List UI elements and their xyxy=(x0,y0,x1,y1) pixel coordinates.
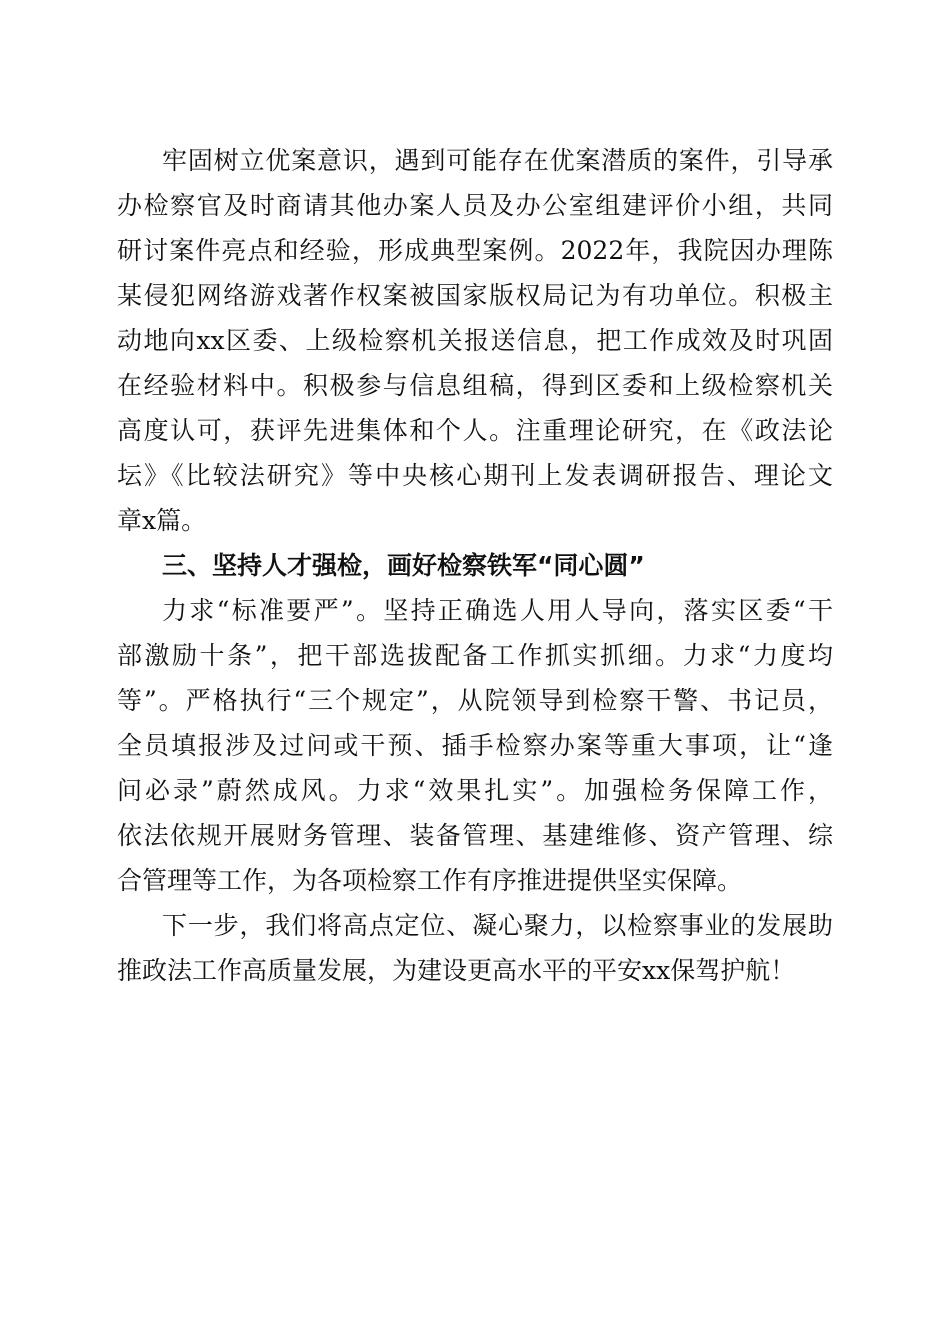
paragraph-talent xyxy=(117,588,833,903)
paragraph-line: 某侵犯网络游戏著作权案被国家版权局记为有功单位。积极主 xyxy=(117,281,833,310)
paragraph-line: 高度认可，获评先进集体和个人。注重理论研究，在《政法论 xyxy=(117,416,833,445)
section-heading: 三、坚持人才强检，画好检察铁军“同心圆” xyxy=(162,551,645,580)
paragraph-line: 在经验材料中。积极参与信息组稿，得到区委和上级检察机关 xyxy=(117,371,833,400)
paragraph-case-awareness xyxy=(117,138,833,543)
paragraph-line: 推政法工作高质量发展，为建设更高水平的平安xx保驾护航！ xyxy=(117,956,796,985)
paragraph-line: 合管理等工作，为各项检察工作有序推进提供坚实保障。 xyxy=(117,866,743,895)
paragraph-line: 全员填报涉及过问或干预、插手检察办案等重大事项，让“逢 xyxy=(117,731,833,760)
paragraph-line: 坛》《比较法研究》等中央核心期刊上发表调研报告、理论文 xyxy=(117,461,833,490)
paragraph-line: 研讨案件亮点和经验，形成典型案例。2022年，我院因办理陈 xyxy=(117,236,833,265)
paragraph-line: 办检察官及时商请其他办案人员及办公室组建评价小组，共同 xyxy=(117,191,833,220)
paragraph-line: 章x篇。 xyxy=(117,506,207,535)
document-body xyxy=(117,138,833,993)
paragraph-next-steps xyxy=(117,903,833,993)
paragraph-line: 部激励十条”，把干部选拔配备工作抓实抓细。力求“力度均 xyxy=(117,641,833,670)
paragraph-line: 力求“标准要严”。坚持正确选人用人导向，落实区委“干 xyxy=(162,596,833,625)
paragraph-line: 依法依规开展财务管理、装备管理、基建维修、资产管理、综 xyxy=(117,821,833,850)
paragraph-line: 动地向xx区委、上级检察机关报送信息，把工作成效及时巩固 xyxy=(117,326,833,355)
paragraph-line: 下一步，我们将高点定位、凝心聚力，以检察事业的发展助 xyxy=(162,911,833,940)
paragraph-line: 牢固树立优案意识，遇到可能存在优案潜质的案件，引导承 xyxy=(162,146,833,175)
paragraph-line: 等”。严格执行“三个规定”，从院领导到检察干警、书记员， xyxy=(117,686,833,715)
paragraph-line: 问必录”蔚然成风。力求“效果扎实”。加强检务保障工作， xyxy=(117,776,833,805)
